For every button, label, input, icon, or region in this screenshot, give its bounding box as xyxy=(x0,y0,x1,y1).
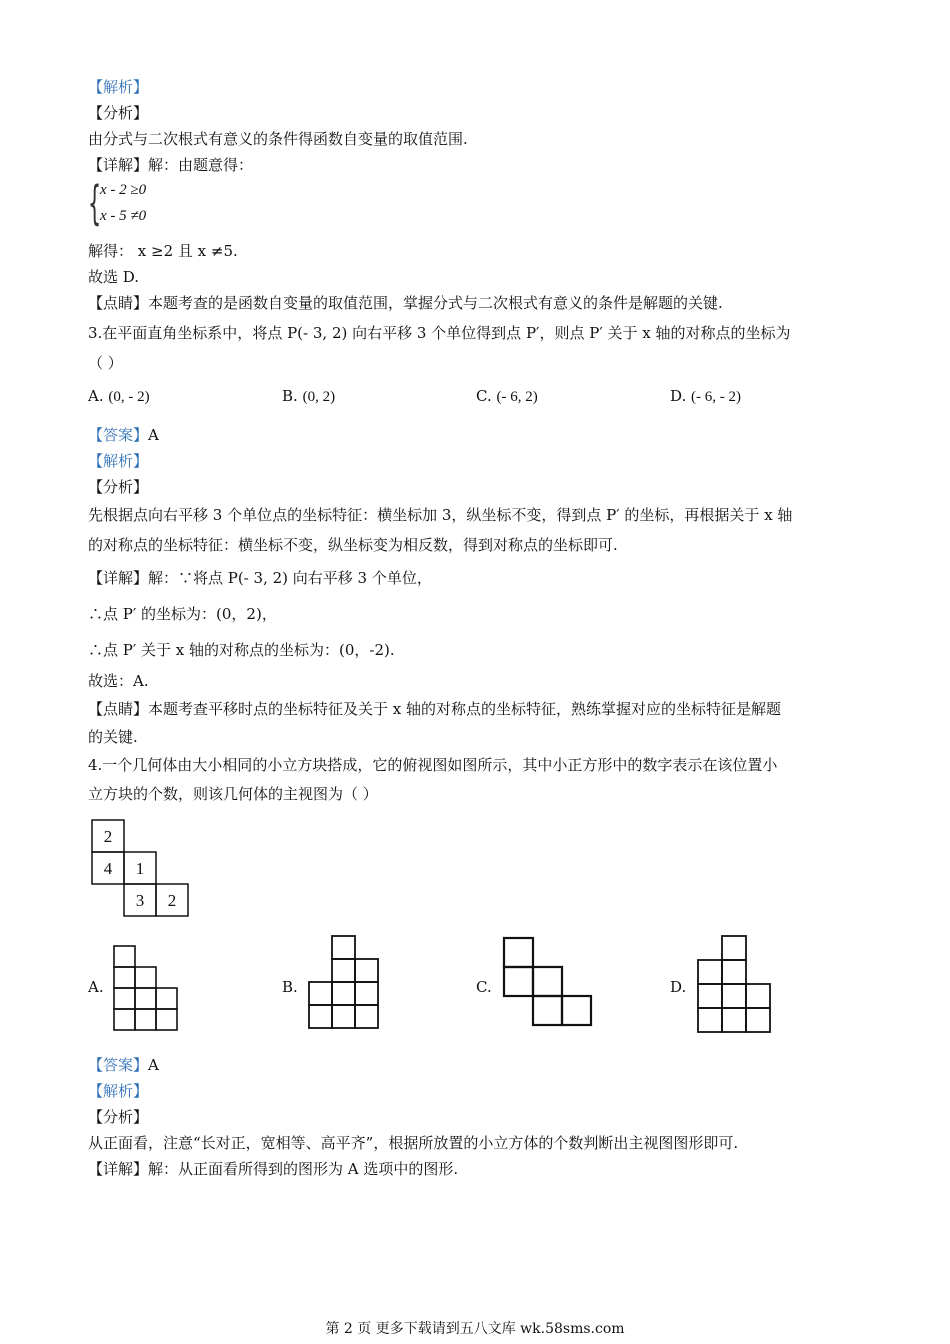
cell-number: 3 xyxy=(135,891,145,910)
cell-number: 2 xyxy=(103,827,113,846)
cell-number: 4 xyxy=(103,859,113,878)
analysis-3a: 先根据点向右平移 3 个单位点的坐标特征：横坐标加 3，纵坐标不变，得到点 P′ 的坐标，再根据关于 x 轴 xyxy=(88,506,793,524)
cell-number: 2 xyxy=(167,891,177,910)
dianjing-3a: 【点睛】本题考查平移时点的坐标特征及关于 x 轴的对称点的坐标特征，熟练掌握对应的坐标特征是解题 xyxy=(88,700,782,718)
document-body xyxy=(88,74,868,1182)
analysis-3b: 的对称点的坐标特征：横坐标不变，纵坐标变为相反数，得到对称点的坐标即可. xyxy=(88,536,618,554)
top-view-figure xyxy=(88,816,868,942)
option-b: B. (0, 2) xyxy=(282,386,336,405)
option-b-label: B. xyxy=(282,978,298,996)
answer-3: 【答案】A xyxy=(88,426,159,444)
step-3b: ∴点 P′ 关于 x 轴的对称点的坐标为：(0，-2). xyxy=(88,641,395,659)
option-a-label: A. xyxy=(88,978,104,996)
detail-4: 【详解】解：从正面看所得到的图形为 A 选项中的图形. xyxy=(88,1160,459,1178)
step-3a: ∴点 P′ 的坐标为：(0，2)， xyxy=(88,605,277,623)
question-4a: 4.一个几何体由大小相同的小立方块搭成，它的俯视图如图所示，其中小正方形中的数字表示在该位置小 xyxy=(88,756,778,774)
dianjing-3b: 的关键. xyxy=(88,728,138,746)
analysis-text: 由分式与二次根式有意义的条件得函数自变量的取值范围. xyxy=(88,130,468,148)
option-c: C. (- 6, 2) xyxy=(476,386,538,405)
option-c-label: C. xyxy=(476,978,492,996)
answer-4: 【答案】A xyxy=(88,1056,159,1074)
solution-text: 解得： x ≥2 且 x ≠5. xyxy=(88,242,238,260)
question-4b: 立方块的个数，则该几何体的主视图为（ ） xyxy=(88,785,378,803)
question-3: 3.在平面直角坐标系中，将点 P(- 3, 2) 向右平移 3 个单位得到点 P′，则点 P′ 关于 x 轴的对称点的坐标为 xyxy=(88,324,791,342)
option-c-figure xyxy=(500,936,596,1030)
detail-3: 【详解】解：∵将点 P(- 3, 2) 向右平移 3 个单位， xyxy=(88,569,432,587)
option-a: A. (0, - 2) xyxy=(88,386,150,405)
option-a-figure xyxy=(112,942,182,1032)
question-3-paren: （ ） xyxy=(88,354,123,372)
dianjing-text: 【点睛】本题考查的是函数自变量的取值范围，掌握分式与二次根式有意义的条件是解题的关键. xyxy=(88,294,723,312)
brace-symbol: { xyxy=(88,176,102,230)
option-d-figure xyxy=(694,934,774,1034)
top-view-grid xyxy=(88,816,208,924)
option-d-label: D. xyxy=(670,978,687,996)
inequality-1: x - 2 ≥0 xyxy=(100,182,147,198)
inequality-2: x - 5 ≠0 xyxy=(100,208,147,224)
cell-number: 1 xyxy=(135,859,145,878)
inequality-system xyxy=(88,176,868,232)
section-fenxi: 【分析】 xyxy=(88,104,149,122)
question-3-options xyxy=(88,376,868,416)
section-jiexi-3: 【解析】 xyxy=(88,452,149,470)
section-fenxi-4: 【分析】 xyxy=(88,1108,149,1126)
detail-text: 【详解】解：由题意得： xyxy=(88,156,254,174)
choice-text: 故选 D. xyxy=(88,268,140,286)
page-footer: 第 2 页 更多下载请到五八文库 wk.58sms.com xyxy=(325,1321,625,1337)
question-4-options xyxy=(88,942,868,1052)
option-b-figure xyxy=(306,934,382,1032)
section-jiexi: 【解析】 xyxy=(88,78,149,96)
option-d: D. (- 6, - 2) xyxy=(670,386,742,405)
choice-3: 故选：A. xyxy=(88,672,149,690)
section-jiexi-4: 【解析】 xyxy=(88,1082,149,1100)
section-fenxi-3: 【分析】 xyxy=(88,478,149,496)
analysis-4: 从正面看，注意“长对正，宽相等、高平齐”，根据所放置的小立方体的个数判断出主视图图形即可. xyxy=(88,1134,739,1152)
